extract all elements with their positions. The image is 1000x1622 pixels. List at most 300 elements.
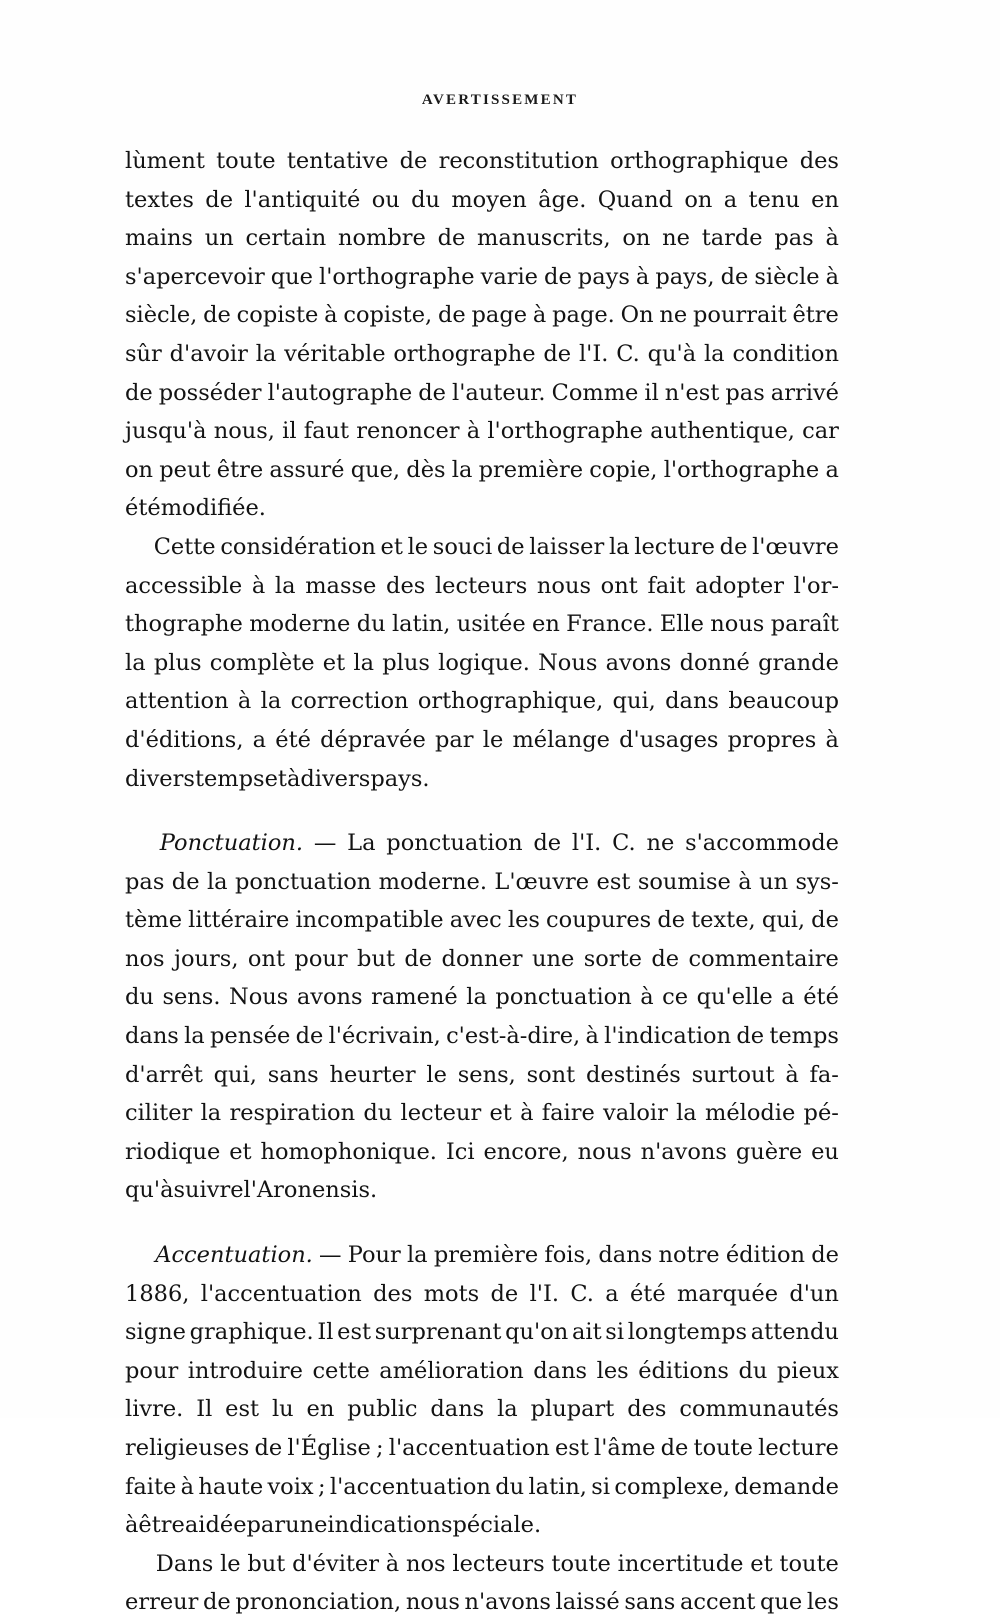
word: les xyxy=(806,1589,839,1616)
word: sans xyxy=(624,1589,676,1616)
word: l'or- xyxy=(793,572,839,599)
text-line xyxy=(125,1236,839,1275)
word: amélioration xyxy=(379,1357,524,1384)
word: s'accommode xyxy=(685,830,839,857)
word: est xyxy=(554,1435,589,1461)
word: la xyxy=(184,1023,205,1050)
word: destinés xyxy=(585,1061,681,1088)
word: et xyxy=(380,533,403,560)
word: communautés xyxy=(679,1396,839,1423)
word: Il xyxy=(317,1319,334,1346)
word: de xyxy=(254,1435,283,1461)
word: la xyxy=(274,572,296,599)
word: de xyxy=(657,907,686,934)
word: Quand xyxy=(597,186,673,213)
word: — xyxy=(313,830,337,857)
word: âge. xyxy=(538,186,587,213)
word: complexe, xyxy=(614,1473,730,1500)
word: pas xyxy=(774,225,814,252)
word: nous xyxy=(405,1589,460,1616)
word: dans xyxy=(430,1396,485,1423)
word: de xyxy=(438,302,466,329)
word: pé- xyxy=(803,1100,839,1127)
text-line xyxy=(125,863,839,902)
word: valoir xyxy=(603,1100,668,1127)
text-line xyxy=(125,142,839,181)
word: de xyxy=(171,868,200,895)
word: d'éviter xyxy=(292,1550,380,1577)
word: dès xyxy=(406,456,446,483)
word: de xyxy=(404,945,433,972)
word: moderne xyxy=(249,611,351,638)
word: latin, xyxy=(391,611,451,638)
word: France. xyxy=(566,611,654,638)
word: thographe xyxy=(125,611,243,638)
word: jusqu'à xyxy=(125,418,207,445)
word: l'écrivain, xyxy=(328,1023,441,1050)
word: incertitude xyxy=(617,1550,744,1577)
text-line xyxy=(125,1583,839,1622)
word: On xyxy=(620,302,654,329)
word: eu xyxy=(811,1138,839,1165)
word: surtout xyxy=(691,1061,775,1088)
word: ont xyxy=(600,572,638,599)
word: édition xyxy=(725,1242,806,1269)
word: l'auteur. xyxy=(452,379,546,406)
word: la xyxy=(497,1396,518,1423)
word: siècle, xyxy=(125,302,198,329)
word: sûr xyxy=(125,340,162,367)
word: toute xyxy=(779,1550,839,1577)
word: marquée xyxy=(676,1280,779,1307)
word: lecteurs xyxy=(434,572,528,599)
text-line xyxy=(125,1352,839,1391)
word: longtemps xyxy=(627,1319,748,1346)
word: par xyxy=(434,726,474,753)
word: la xyxy=(451,456,473,483)
word: religieuses xyxy=(125,1435,250,1461)
text-line xyxy=(125,824,839,863)
word: modifiée. xyxy=(160,495,266,522)
word: prononciation, xyxy=(235,1589,402,1616)
text-line xyxy=(125,760,839,799)
word: faut xyxy=(303,418,350,445)
word: n'avons xyxy=(640,1138,727,1165)
section-run-in-heading: Accentuation. xyxy=(155,1242,313,1269)
word: l'I. xyxy=(578,340,609,367)
word: but xyxy=(247,1550,286,1577)
word: plupart xyxy=(530,1396,615,1423)
word: des xyxy=(627,1396,667,1423)
word: avons xyxy=(605,649,672,676)
word: page. xyxy=(552,302,615,329)
word: tentative xyxy=(286,148,389,174)
word: tarde xyxy=(701,225,763,252)
word: dans xyxy=(598,1242,653,1269)
word: de xyxy=(203,1589,231,1616)
text-line xyxy=(125,451,839,490)
word: à xyxy=(825,225,839,252)
word: qu'à xyxy=(125,1177,174,1204)
word: Ici xyxy=(445,1138,475,1165)
word: pays, xyxy=(655,263,715,290)
text-line xyxy=(125,335,839,374)
word: un xyxy=(759,868,789,895)
word: l'orthographe xyxy=(487,418,643,445)
word: mélange xyxy=(512,726,610,753)
word: ponctuation xyxy=(495,984,632,1011)
word: pas xyxy=(125,868,165,895)
word: l'orthographe xyxy=(663,456,820,483)
word: ; xyxy=(375,1435,384,1461)
word: considération xyxy=(220,533,376,560)
word: respiration xyxy=(229,1100,356,1127)
word: sans xyxy=(267,1061,319,1088)
word: pas xyxy=(725,379,765,406)
word: lecture xyxy=(758,1435,839,1461)
word: 1886, xyxy=(125,1280,190,1307)
word: toute xyxy=(551,1550,611,1577)
word: fois, xyxy=(544,1242,593,1269)
text-line xyxy=(125,1171,839,1210)
word: commentaire xyxy=(688,945,839,972)
word: de xyxy=(125,379,153,406)
word: coupures xyxy=(546,907,652,934)
word: pourrait xyxy=(693,302,787,329)
word: les xyxy=(596,1357,629,1384)
word: on xyxy=(125,456,154,483)
word: lùment xyxy=(125,148,205,174)
word: encore, xyxy=(483,1138,569,1165)
word: de xyxy=(719,533,748,560)
word: fa- xyxy=(809,1061,839,1088)
word: qu'à xyxy=(647,340,697,367)
word: fait xyxy=(647,572,686,599)
word: du xyxy=(125,984,154,1011)
word: et xyxy=(229,1138,252,1165)
text-line xyxy=(125,374,839,413)
word: dans xyxy=(665,688,719,715)
word: nous xyxy=(536,572,591,599)
word: été xyxy=(125,495,161,522)
text-line xyxy=(125,1017,839,1056)
word: de xyxy=(720,263,749,290)
word: d'un xyxy=(789,1280,839,1307)
word: donner xyxy=(441,945,523,972)
word: à xyxy=(466,418,481,445)
word: à xyxy=(635,263,650,290)
word: l'âme xyxy=(594,1435,656,1461)
word: sens. xyxy=(162,984,221,1011)
word: de xyxy=(203,302,231,329)
word: qu'elle xyxy=(696,984,773,1011)
word: on xyxy=(622,225,651,252)
word: sens, xyxy=(457,1061,516,1088)
word: voix xyxy=(267,1473,314,1500)
word: de xyxy=(399,148,428,174)
word: sys- xyxy=(795,868,839,895)
word: des xyxy=(373,1280,413,1307)
word: il xyxy=(282,418,297,445)
word: que xyxy=(270,263,313,290)
word: car xyxy=(802,418,839,445)
word: à xyxy=(520,1100,534,1127)
word: Dans xyxy=(155,1550,214,1577)
word: les xyxy=(507,907,540,934)
word: avons xyxy=(296,984,363,1011)
word: but xyxy=(357,945,395,972)
word: assuré xyxy=(269,456,345,483)
word: la xyxy=(206,868,228,895)
word: — xyxy=(319,1242,342,1269)
word: souci xyxy=(432,533,493,560)
word: grande xyxy=(758,649,839,676)
word: a xyxy=(825,456,839,483)
word: spéciale. xyxy=(440,1512,542,1539)
word: toute xyxy=(693,1435,753,1461)
word: logique. xyxy=(438,649,530,676)
word: paraît xyxy=(770,611,839,638)
word: on xyxy=(684,186,713,213)
word: suivre xyxy=(173,1177,244,1204)
word: riodique xyxy=(125,1138,221,1165)
word: de xyxy=(490,1280,519,1307)
word: à xyxy=(286,765,301,792)
word: nombre xyxy=(338,225,426,252)
text-line xyxy=(125,181,839,220)
word: qu'on xyxy=(505,1319,569,1346)
word: Cette xyxy=(153,533,216,560)
word: à xyxy=(324,302,338,329)
word: le xyxy=(407,533,429,560)
word: lecteurs xyxy=(452,1550,545,1577)
word: à xyxy=(125,1512,139,1539)
word: de xyxy=(811,907,839,934)
word: mots xyxy=(423,1280,480,1307)
word: la xyxy=(703,340,725,367)
word: erreur xyxy=(125,1589,199,1616)
word: dans xyxy=(533,1357,588,1384)
word: arrivé xyxy=(770,379,839,406)
word: n'avons xyxy=(464,1589,551,1616)
word: pour xyxy=(125,1357,179,1384)
word: à xyxy=(825,726,839,753)
word: manuscrits, xyxy=(477,225,611,252)
word: tenu xyxy=(748,186,800,213)
word: c'est-à-dire, xyxy=(446,1023,581,1050)
word: l'Église xyxy=(287,1435,371,1461)
word: véritable xyxy=(284,340,386,367)
word: être xyxy=(792,302,839,329)
word: orthographique xyxy=(610,148,789,174)
word: moderne. xyxy=(378,868,487,895)
word: de xyxy=(736,1023,765,1050)
word: aidée xyxy=(184,1512,247,1539)
word: introduire xyxy=(187,1357,303,1384)
word: la xyxy=(676,1100,697,1127)
word: soumise xyxy=(637,868,731,895)
word: avec xyxy=(449,907,502,934)
word: la xyxy=(255,340,277,367)
word: plus xyxy=(153,649,202,676)
word: la xyxy=(466,984,487,1011)
text-line xyxy=(125,296,839,335)
word: être xyxy=(138,1512,185,1539)
word: du xyxy=(411,186,440,213)
word: de xyxy=(496,533,525,560)
word: condition xyxy=(732,340,839,367)
word: être xyxy=(216,456,264,483)
word: lu xyxy=(271,1396,294,1423)
word: du xyxy=(363,1100,393,1127)
word: à xyxy=(738,868,752,895)
word: copie, xyxy=(589,456,658,483)
text-line xyxy=(125,412,839,451)
word: attendu xyxy=(750,1319,839,1346)
word: ; xyxy=(317,1473,326,1500)
word: première xyxy=(478,456,584,483)
word: d'arrêt xyxy=(125,1061,203,1088)
text-line xyxy=(125,567,839,606)
word: authentique, xyxy=(650,418,795,445)
word: sont xyxy=(526,1061,576,1088)
word: de xyxy=(651,945,680,972)
text-line xyxy=(125,1094,839,1133)
word: de xyxy=(660,1435,689,1461)
word: de xyxy=(418,379,446,406)
word: éditions xyxy=(638,1357,729,1384)
word: texte, xyxy=(691,907,756,934)
word: le xyxy=(482,726,504,753)
word: à xyxy=(640,984,654,1011)
word: laissé xyxy=(555,1589,620,1616)
word: la xyxy=(353,649,375,676)
word: posséder xyxy=(158,379,262,406)
word: moyen xyxy=(451,186,527,213)
word: ciliter xyxy=(125,1100,193,1127)
word: tème xyxy=(125,907,183,934)
text-line xyxy=(125,682,839,721)
word: été xyxy=(275,726,311,753)
word: des xyxy=(799,148,839,174)
word: Pour xyxy=(347,1242,401,1269)
text-line xyxy=(125,1275,839,1314)
word: l'orthographe xyxy=(319,263,475,290)
word: ne xyxy=(662,225,690,252)
word: l'œuvre xyxy=(752,533,839,560)
word: la xyxy=(608,533,630,560)
body-text-block xyxy=(125,142,839,1622)
word: a xyxy=(605,1280,619,1307)
word: certain xyxy=(245,225,327,252)
text-line xyxy=(125,258,839,297)
word: nos xyxy=(406,1550,446,1577)
word: incompatible xyxy=(295,907,444,934)
text-line xyxy=(125,489,839,528)
word: lecture xyxy=(634,533,715,560)
word: beaucoup xyxy=(728,688,839,715)
word: Elle xyxy=(659,611,704,638)
word: signe xyxy=(125,1319,186,1346)
word: faite xyxy=(125,1473,177,1500)
word: littéraire xyxy=(188,907,290,934)
word: si xyxy=(605,1319,625,1346)
word: sorte xyxy=(583,945,642,972)
text-line xyxy=(125,1313,839,1352)
word: l'antiquité xyxy=(244,186,361,213)
word: plus xyxy=(382,649,430,676)
word: ne xyxy=(659,302,688,329)
word: propres xyxy=(727,726,817,753)
word: et xyxy=(322,649,346,676)
word: ponctuation xyxy=(234,868,372,895)
word: divers xyxy=(125,765,195,792)
word: ont xyxy=(247,945,285,972)
word: en xyxy=(306,1396,335,1423)
text-line xyxy=(125,528,839,567)
word: ramené xyxy=(371,984,458,1011)
word: la xyxy=(200,1100,222,1127)
word: à xyxy=(237,688,252,715)
word: reconstitution xyxy=(438,148,599,174)
word: textes xyxy=(125,186,194,213)
word: que, xyxy=(350,456,401,483)
word: homophonique. xyxy=(260,1138,437,1165)
word: qui, xyxy=(761,907,806,934)
word: un xyxy=(204,225,234,252)
word: complète xyxy=(209,649,315,676)
text-line xyxy=(125,644,839,683)
word: mains xyxy=(125,225,193,252)
text-line xyxy=(125,1506,839,1545)
word: graphique. xyxy=(189,1319,314,1346)
word: est xyxy=(337,1319,372,1346)
word: siècle xyxy=(754,263,820,290)
word: La xyxy=(347,830,376,857)
word: de xyxy=(811,1242,839,1269)
word: l'accentuation xyxy=(329,1473,491,1500)
word: C. xyxy=(616,340,640,367)
word: Il xyxy=(196,1396,213,1423)
word: et xyxy=(750,1550,773,1577)
word: pays. xyxy=(370,765,430,792)
word: le xyxy=(220,1550,241,1577)
word: latin, xyxy=(528,1473,587,1500)
word: l'Aronensis. xyxy=(243,1177,378,1204)
text-line xyxy=(125,1390,839,1429)
word: nous, xyxy=(213,418,275,445)
word: lecteur xyxy=(400,1100,482,1127)
word: est xyxy=(596,868,631,895)
word: cette xyxy=(312,1357,370,1384)
text-line xyxy=(125,1056,839,1095)
word: copiste, xyxy=(343,302,433,329)
word: été xyxy=(629,1280,666,1307)
word: C. xyxy=(612,830,636,857)
word: accent xyxy=(679,1589,756,1616)
word: guère xyxy=(735,1138,803,1165)
word: divers xyxy=(300,765,371,792)
word: d'éditions, xyxy=(125,726,244,753)
word: n'est xyxy=(664,379,720,406)
word: demande xyxy=(734,1473,839,1500)
text-line xyxy=(125,940,839,979)
text-line xyxy=(125,219,839,258)
running-head: AVERTISSEMENT xyxy=(421,92,579,108)
word: pays xyxy=(577,263,630,290)
word: pour xyxy=(294,945,348,972)
word: à xyxy=(825,263,839,290)
